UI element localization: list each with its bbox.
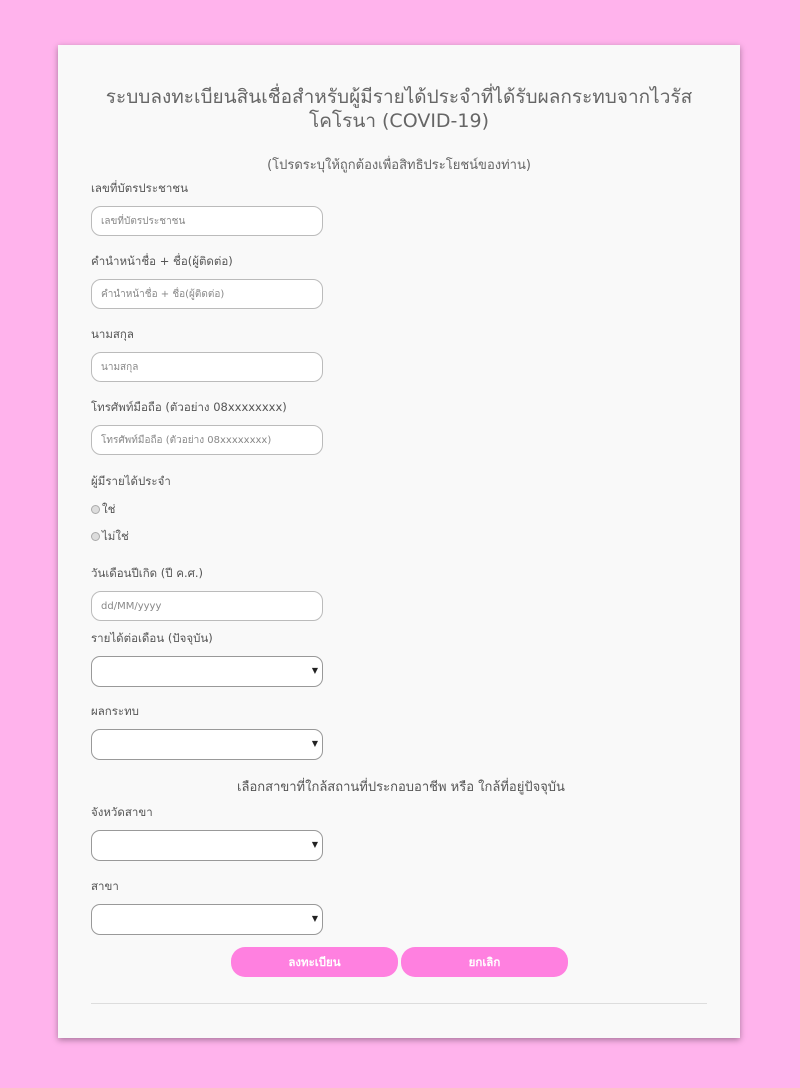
phone-label: โทรศัพท์มือถือ (ตัวอย่าง 08xxxxxxxx)	[91, 400, 287, 414]
phone-input[interactable]	[91, 425, 323, 455]
branch-select[interactable]	[91, 904, 323, 935]
radio-no[interactable]	[91, 528, 129, 546]
monthly-income-label: รายได้ต่อเดือน (ปัจจุบัน)	[91, 631, 213, 645]
regular-income-label: ผู้มีรายได้ประจำ	[91, 474, 171, 488]
id-card-input[interactable]	[91, 206, 323, 236]
province-label: จังหวัดสาขา	[91, 805, 153, 819]
birthdate-label: วันเดือนปีเกิด (ปี ค.ศ.)	[91, 566, 204, 580]
registration-card	[58, 45, 740, 1038]
register-button[interactable]: ลงทะเบียน	[231, 947, 398, 977]
surname-label: นามสกุล	[91, 327, 134, 341]
province-select[interactable]	[91, 830, 323, 861]
page-title: ระบบลงทะเบียนสินเชื่อสำหรับผู้มีรายได้ประจำที่ได้รับผลกระทบจากไวรัสโคโรนา (COVID-19)	[105, 86, 693, 132]
impact-select[interactable]	[91, 729, 323, 760]
name-label: คำนำหน้าชื่อ + ชื่อ(ผู้ติดต่อ)	[91, 254, 233, 268]
birthdate-input[interactable]	[91, 591, 323, 621]
radio-yes-label: ใช่	[102, 502, 116, 516]
cancel-button[interactable]: ยกเลิก	[401, 947, 568, 977]
radio-no-label: ไม่ใช่	[102, 529, 129, 543]
dropdown-arrow-icon: ▼	[311, 739, 318, 748]
radio-no-circle[interactable]	[91, 532, 100, 541]
divider	[91, 1003, 707, 1004]
monthly-income-select[interactable]	[91, 656, 323, 687]
surname-input[interactable]	[91, 352, 323, 382]
branch-label: สาขา	[91, 879, 119, 893]
dropdown-arrow-icon: ▼	[311, 666, 318, 675]
dropdown-arrow-icon: ▼	[311, 914, 318, 923]
branch-section-heading: เลือกสาขาที่ใกล้สถานที่ประกอบอาชีพ หรือ ใกล้ที่อยู่ปัจจุบัน	[237, 780, 565, 795]
page-subtitle: (โปรดระบุให้ถูกต้องเพื่อสิทธิประโยชน์ของท่าน)	[267, 158, 531, 173]
name-input[interactable]	[91, 279, 323, 309]
radio-yes[interactable]	[91, 501, 115, 519]
id-card-label: เลขที่บัตรประชาชน	[91, 181, 188, 195]
impact-label: ผลกระทบ	[91, 704, 139, 718]
dropdown-arrow-icon: ▼	[311, 840, 318, 849]
radio-yes-circle[interactable]	[91, 505, 100, 514]
